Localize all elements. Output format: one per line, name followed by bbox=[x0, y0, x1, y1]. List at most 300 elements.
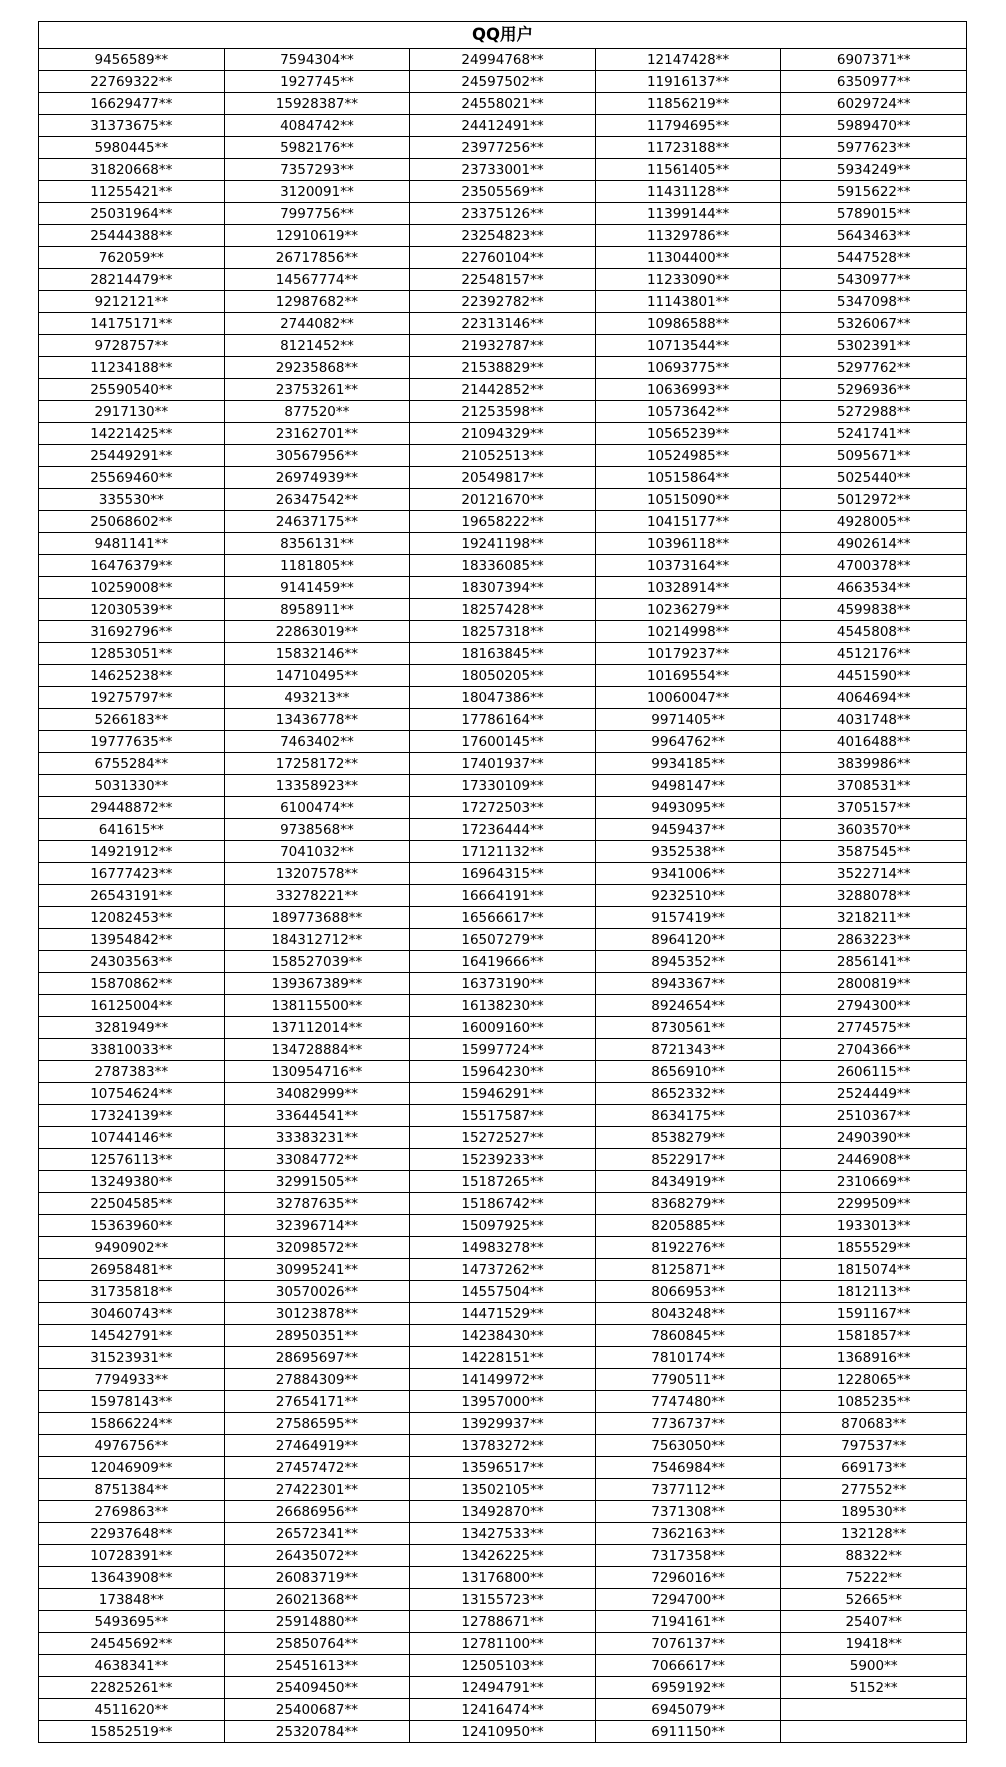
table-cell: 9498147** bbox=[595, 775, 781, 797]
table-cell: 1855529** bbox=[781, 1237, 967, 1259]
table-cell: 4451590** bbox=[781, 665, 967, 687]
table-cell: 32991505** bbox=[224, 1171, 410, 1193]
table-cell: 877520** bbox=[224, 401, 410, 423]
table-cell: 15978143** bbox=[39, 1391, 225, 1413]
table-cell: 22825261** bbox=[39, 1677, 225, 1699]
table-cell: 797537** bbox=[781, 1435, 967, 1457]
table-cell: 3839986** bbox=[781, 753, 967, 775]
table-cell: 2704366** bbox=[781, 1039, 967, 1061]
table-cell: 23162701** bbox=[224, 423, 410, 445]
table-cell: 11233090** bbox=[595, 269, 781, 291]
table-cell: 8066953** bbox=[595, 1281, 781, 1303]
table-row bbox=[39, 335, 967, 357]
table-row bbox=[39, 555, 967, 577]
table-cell: 17786164** bbox=[410, 709, 596, 731]
table-cell: 5980445** bbox=[39, 137, 225, 159]
table-cell: 2606115** bbox=[781, 1061, 967, 1083]
table-cell: 25444388** bbox=[39, 225, 225, 247]
qq-user-table bbox=[38, 21, 967, 1743]
table-cell: 14710495** bbox=[224, 665, 410, 687]
table-cell: 10169554** bbox=[595, 665, 781, 687]
table-row bbox=[39, 247, 967, 269]
table-cell: 15997724** bbox=[410, 1039, 596, 1061]
table-cell: 13929937** bbox=[410, 1413, 596, 1435]
table-cell: 12416474** bbox=[410, 1699, 596, 1721]
table-cell: 8751384** bbox=[39, 1479, 225, 1501]
table-title: QQ用户 bbox=[39, 22, 967, 49]
table-cell: 189773688** bbox=[224, 907, 410, 929]
table-cell: 25914880** bbox=[224, 1611, 410, 1633]
table-cell: 15272527** bbox=[410, 1127, 596, 1149]
table-cell: 335530** bbox=[39, 489, 225, 511]
table-cell: 669173** bbox=[781, 1457, 967, 1479]
table-cell: 29448872** bbox=[39, 797, 225, 819]
table-cell: 4663534** bbox=[781, 577, 967, 599]
table-cell: 9971405** bbox=[595, 709, 781, 731]
table-cell: 4545808** bbox=[781, 621, 967, 643]
table-cell: 5031330** bbox=[39, 775, 225, 797]
table-cell: 7317358** bbox=[595, 1545, 781, 1567]
table-cell: 27422301** bbox=[224, 1479, 410, 1501]
table-cell: 1812113** bbox=[781, 1281, 967, 1303]
table-cell: 14238430** bbox=[410, 1325, 596, 1347]
table-cell: 13502105** bbox=[410, 1479, 596, 1501]
table-cell: 30567956** bbox=[224, 445, 410, 467]
table-cell: 15097925** bbox=[410, 1215, 596, 1237]
table-cell: 7362163** bbox=[595, 1523, 781, 1545]
table-cell: 10415177** bbox=[595, 511, 781, 533]
table-cell: 870683** bbox=[781, 1413, 967, 1435]
table-row bbox=[39, 203, 967, 225]
table-cell: 5272988** bbox=[781, 401, 967, 423]
table-cell: 14983278** bbox=[410, 1237, 596, 1259]
table-cell: 9352538** bbox=[595, 841, 781, 863]
table-cell: 33383231** bbox=[224, 1127, 410, 1149]
table-cell: 25068602** bbox=[39, 511, 225, 533]
table-cell: 27884309** bbox=[224, 1369, 410, 1391]
table-row bbox=[39, 313, 967, 335]
table-row bbox=[39, 951, 967, 973]
table-cell: 26572341** bbox=[224, 1523, 410, 1545]
table-row bbox=[39, 1677, 967, 1699]
table-cell: 13207578** bbox=[224, 863, 410, 885]
table-cell: 7594304** bbox=[224, 49, 410, 71]
table-cell: 2299509** bbox=[781, 1193, 967, 1215]
table-row bbox=[39, 1479, 967, 1501]
table-cell: 12788671** bbox=[410, 1611, 596, 1633]
table-cell: 88322** bbox=[781, 1545, 967, 1567]
table-cell: 22313146** bbox=[410, 313, 596, 335]
table-cell: 22769322** bbox=[39, 71, 225, 93]
table-row bbox=[39, 269, 967, 291]
table-cell: 17258172** bbox=[224, 753, 410, 775]
table-cell: 3288078** bbox=[781, 885, 967, 907]
table-row bbox=[39, 1369, 967, 1391]
table-cell: 8964120** bbox=[595, 929, 781, 951]
table-cell: 28950351** bbox=[224, 1325, 410, 1347]
table-cell: 13643908** bbox=[39, 1567, 225, 1589]
table-cell: 3522714** bbox=[781, 863, 967, 885]
table-row bbox=[39, 1259, 967, 1281]
table-row bbox=[39, 621, 967, 643]
table-cell: 12410950** bbox=[410, 1721, 596, 1743]
table-row bbox=[39, 511, 967, 533]
table-cell: 10259008** bbox=[39, 577, 225, 599]
table-cell: 15852519** bbox=[39, 1721, 225, 1743]
table-cell: 9232510** bbox=[595, 885, 781, 907]
table-cell: 32787635** bbox=[224, 1193, 410, 1215]
table-cell: 12082453** bbox=[39, 907, 225, 929]
table-cell bbox=[781, 1721, 967, 1743]
table-cell: 9212121** bbox=[39, 291, 225, 313]
table-cell: 22548157** bbox=[410, 269, 596, 291]
table-cell: 14737262** bbox=[410, 1259, 596, 1281]
table-cell: 15363960** bbox=[39, 1215, 225, 1237]
table-cell: 2769863** bbox=[39, 1501, 225, 1523]
table-cell: 26347542** bbox=[224, 489, 410, 511]
table-cell: 8205885** bbox=[595, 1215, 781, 1237]
table-cell: 24558021** bbox=[410, 93, 596, 115]
table-row bbox=[39, 181, 967, 203]
table-cell: 26974939** bbox=[224, 467, 410, 489]
table-cell: 7736737** bbox=[595, 1413, 781, 1435]
table-cell: 9934185** bbox=[595, 753, 781, 775]
table-cell: 17272503** bbox=[410, 797, 596, 819]
table-cell: 4511620** bbox=[39, 1699, 225, 1721]
table-body bbox=[39, 49, 967, 1743]
table-cell: 29235868** bbox=[224, 357, 410, 379]
table-cell: 14567774** bbox=[224, 269, 410, 291]
table-cell: 14625238** bbox=[39, 665, 225, 687]
table-cell: 5447528** bbox=[781, 247, 967, 269]
table-row bbox=[39, 1655, 967, 1677]
table-cell: 15517587** bbox=[410, 1105, 596, 1127]
table-cell: 5152** bbox=[781, 1677, 967, 1699]
table-cell: 134728884** bbox=[224, 1039, 410, 1061]
table-cell: 12781100** bbox=[410, 1633, 596, 1655]
table-cell: 2856141** bbox=[781, 951, 967, 973]
table-cell: 13426225** bbox=[410, 1545, 596, 1567]
table-cell: 31735818** bbox=[39, 1281, 225, 1303]
table-row bbox=[39, 797, 967, 819]
table-cell: 24994768** bbox=[410, 49, 596, 71]
table-cell: 2446908** bbox=[781, 1149, 967, 1171]
table-cell: 14149972** bbox=[410, 1369, 596, 1391]
table-cell: 16629477** bbox=[39, 93, 225, 115]
table-cell: 6911150** bbox=[595, 1721, 781, 1743]
table-row bbox=[39, 1105, 967, 1127]
table-cell: 20121670** bbox=[410, 489, 596, 511]
table-row bbox=[39, 1413, 967, 1435]
table-cell: 27457472** bbox=[224, 1457, 410, 1479]
table-cell: 3587545** bbox=[781, 841, 967, 863]
table-row bbox=[39, 599, 967, 621]
table-row bbox=[39, 907, 967, 929]
table-cell: 15870862** bbox=[39, 973, 225, 995]
table-cell: 10396118** bbox=[595, 533, 781, 555]
table-cell: 9738568** bbox=[224, 819, 410, 841]
table-cell: 184312712** bbox=[224, 929, 410, 951]
table-row bbox=[39, 489, 967, 511]
table-cell: 16664191** bbox=[410, 885, 596, 907]
table-cell: 24303563** bbox=[39, 951, 225, 973]
table-cell: 15928387** bbox=[224, 93, 410, 115]
table-row bbox=[39, 753, 967, 775]
table-row bbox=[39, 643, 967, 665]
table-cell: 1581857** bbox=[781, 1325, 967, 1347]
table-row bbox=[39, 357, 967, 379]
table-cell: 16138230** bbox=[410, 995, 596, 1017]
table-cell: 2794300** bbox=[781, 995, 967, 1017]
table-cell: 13427533** bbox=[410, 1523, 596, 1545]
table-cell: 23977256** bbox=[410, 137, 596, 159]
table-cell: 21442852** bbox=[410, 379, 596, 401]
table-cell: 5982176** bbox=[224, 137, 410, 159]
table-cell: 9141459** bbox=[224, 577, 410, 599]
table-cell: 15964230** bbox=[410, 1061, 596, 1083]
table-cell: 6907371** bbox=[781, 49, 967, 71]
table-row bbox=[39, 1171, 967, 1193]
table-cell: 7997756** bbox=[224, 203, 410, 225]
table-cell: 10573642** bbox=[595, 401, 781, 423]
table-cell: 3705157** bbox=[781, 797, 967, 819]
table-cell: 8730561** bbox=[595, 1017, 781, 1039]
table-cell: 25569460** bbox=[39, 467, 225, 489]
table-cell: 5900** bbox=[781, 1655, 967, 1677]
table-cell: 75222** bbox=[781, 1567, 967, 1589]
table-cell: 4512176** bbox=[781, 643, 967, 665]
table-cell: 3708531** bbox=[781, 775, 967, 797]
table-cell: 641615** bbox=[39, 819, 225, 841]
table-cell: 19777635** bbox=[39, 731, 225, 753]
table-row bbox=[39, 687, 967, 709]
table-cell: 16507279** bbox=[410, 929, 596, 951]
table-cell: 9157419** bbox=[595, 907, 781, 929]
table-cell: 32396714** bbox=[224, 1215, 410, 1237]
table-cell: 31373675** bbox=[39, 115, 225, 137]
table-cell: 10214998** bbox=[595, 621, 781, 643]
table-cell: 6100474** bbox=[224, 797, 410, 819]
table-row bbox=[39, 1501, 967, 1523]
table-cell: 13783272** bbox=[410, 1435, 596, 1457]
table-cell: 12987682** bbox=[224, 291, 410, 313]
table-cell: 8656910** bbox=[595, 1061, 781, 1083]
table-cell: 4700378** bbox=[781, 555, 967, 577]
table-cell: 9728757** bbox=[39, 335, 225, 357]
table-cell: 10986588** bbox=[595, 313, 781, 335]
table-cell: 10713544** bbox=[595, 335, 781, 357]
table-cell: 33810033** bbox=[39, 1039, 225, 1061]
table-cell: 17324139** bbox=[39, 1105, 225, 1127]
table-cell: 12505103** bbox=[410, 1655, 596, 1677]
table-cell: 137112014** bbox=[224, 1017, 410, 1039]
table-cell: 4902614** bbox=[781, 533, 967, 555]
table-cell: 7563050** bbox=[595, 1435, 781, 1457]
table-cell: 3281949** bbox=[39, 1017, 225, 1039]
table-cell: 10565239** bbox=[595, 423, 781, 445]
table-cell: 22504585** bbox=[39, 1193, 225, 1215]
table-cell: 10524985** bbox=[595, 445, 781, 467]
table-cell: 8538279** bbox=[595, 1127, 781, 1149]
table-row bbox=[39, 1457, 967, 1479]
table-cell: 4031748** bbox=[781, 709, 967, 731]
table-row bbox=[39, 1083, 967, 1105]
table-cell: 33084772** bbox=[224, 1149, 410, 1171]
table-cell: 23505569** bbox=[410, 181, 596, 203]
table-row bbox=[39, 1325, 967, 1347]
table-cell: 8125871** bbox=[595, 1259, 781, 1281]
table-cell: 21094329** bbox=[410, 423, 596, 445]
table-cell: 30460743** bbox=[39, 1303, 225, 1325]
table-cell: 33644541** bbox=[224, 1105, 410, 1127]
table-cell: 21052513** bbox=[410, 445, 596, 467]
table-cell: 11329786** bbox=[595, 225, 781, 247]
table-cell: 7294700** bbox=[595, 1589, 781, 1611]
table-cell: 33278221** bbox=[224, 885, 410, 907]
table-cell: 138115500** bbox=[224, 995, 410, 1017]
table-cell: 14542791** bbox=[39, 1325, 225, 1347]
table-cell: 8356131** bbox=[224, 533, 410, 555]
table-row bbox=[39, 1281, 967, 1303]
table-cell: 13249380** bbox=[39, 1171, 225, 1193]
table-cell: 10060047** bbox=[595, 687, 781, 709]
table-cell: 7794933** bbox=[39, 1369, 225, 1391]
table-cell: 277552** bbox=[781, 1479, 967, 1501]
table-cell: 17330109** bbox=[410, 775, 596, 797]
table-cell: 12030539** bbox=[39, 599, 225, 621]
table-cell: 8721343** bbox=[595, 1039, 781, 1061]
table-row bbox=[39, 1061, 967, 1083]
table-cell: 5241741** bbox=[781, 423, 967, 445]
table-cell: 13358923** bbox=[224, 775, 410, 797]
table-cell: 23733001** bbox=[410, 159, 596, 181]
table-cell: 31692796** bbox=[39, 621, 225, 643]
table-cell: 15832146** bbox=[224, 643, 410, 665]
table-cell: 17121132** bbox=[410, 841, 596, 863]
table-row bbox=[39, 1699, 967, 1721]
table-cell: 16566617** bbox=[410, 907, 596, 929]
table-cell: 8652332** bbox=[595, 1083, 781, 1105]
table-cell: 19418** bbox=[781, 1633, 967, 1655]
table-cell: 5347098** bbox=[781, 291, 967, 313]
table-cell: 10754624** bbox=[39, 1083, 225, 1105]
table-cell: 21538829** bbox=[410, 357, 596, 379]
table-row bbox=[39, 665, 967, 687]
table-cell: 9964762** bbox=[595, 731, 781, 753]
table-cell: 1085235** bbox=[781, 1391, 967, 1413]
table-cell: 16419666** bbox=[410, 951, 596, 973]
table-row bbox=[39, 929, 967, 951]
table-row bbox=[39, 1721, 967, 1743]
table-cell: 18336085** bbox=[410, 555, 596, 577]
table-row bbox=[39, 731, 967, 753]
table-cell: 6959192** bbox=[595, 1677, 781, 1699]
table-cell: 5915622** bbox=[781, 181, 967, 203]
table-cell: 15946291** bbox=[410, 1083, 596, 1105]
table-cell: 10328914** bbox=[595, 577, 781, 599]
table-cell: 15187265** bbox=[410, 1171, 596, 1193]
table-cell: 12494791** bbox=[410, 1677, 596, 1699]
table-cell: 17600145** bbox=[410, 731, 596, 753]
table-cell: 17401937** bbox=[410, 753, 596, 775]
table-cell: 52665** bbox=[781, 1589, 967, 1611]
table-cell: 3603570** bbox=[781, 819, 967, 841]
table-cell: 14175171** bbox=[39, 313, 225, 335]
table-cell: 2800819** bbox=[781, 973, 967, 995]
table-cell: 13492870** bbox=[410, 1501, 596, 1523]
table-cell: 9481141** bbox=[39, 533, 225, 555]
table-cell: 7377112** bbox=[595, 1479, 781, 1501]
table-cell: 189530** bbox=[781, 1501, 967, 1523]
table-row bbox=[39, 1567, 967, 1589]
table-cell: 1228065** bbox=[781, 1369, 967, 1391]
table-cell: 20549817** bbox=[410, 467, 596, 489]
table-header-row bbox=[39, 22, 967, 49]
table-cell: 23375126** bbox=[410, 203, 596, 225]
table-row bbox=[39, 379, 967, 401]
table-cell: 25850764** bbox=[224, 1633, 410, 1655]
table-cell: 31523931** bbox=[39, 1347, 225, 1369]
table-row bbox=[39, 1523, 967, 1545]
table-cell: 14557504** bbox=[410, 1281, 596, 1303]
table-cell: 14221425** bbox=[39, 423, 225, 445]
table-cell: 2863223** bbox=[781, 929, 967, 951]
table-cell: 16964315** bbox=[410, 863, 596, 885]
table-cell: 25320784** bbox=[224, 1721, 410, 1743]
table-cell: 13436778** bbox=[224, 709, 410, 731]
table-cell: 132128** bbox=[781, 1523, 967, 1545]
table-cell: 26686956** bbox=[224, 1501, 410, 1523]
table-cell: 12853051** bbox=[39, 643, 225, 665]
table-cell: 19275797** bbox=[39, 687, 225, 709]
table-cell: 13155723** bbox=[410, 1589, 596, 1611]
table-cell: 10236279** bbox=[595, 599, 781, 621]
table-cell: 26543191** bbox=[39, 885, 225, 907]
table-cell: 5296936** bbox=[781, 379, 967, 401]
table-cell: 13957000** bbox=[410, 1391, 596, 1413]
table-cell: 1815074** bbox=[781, 1259, 967, 1281]
table-cell: 27654171** bbox=[224, 1391, 410, 1413]
table-cell: 2510367** bbox=[781, 1105, 967, 1127]
table-cell: 5095671** bbox=[781, 445, 967, 467]
table-cell: 32098572** bbox=[224, 1237, 410, 1259]
table-cell: 5302391** bbox=[781, 335, 967, 357]
table-cell: 24597502** bbox=[410, 71, 596, 93]
table-cell: 10515864** bbox=[595, 467, 781, 489]
table-cell: 16777423** bbox=[39, 863, 225, 885]
table-row bbox=[39, 159, 967, 181]
table-cell: 21253598** bbox=[410, 401, 596, 423]
table-row bbox=[39, 709, 967, 731]
table-cell: 6945079** bbox=[595, 1699, 781, 1721]
table-cell: 5934249** bbox=[781, 159, 967, 181]
table-cell: 22937648** bbox=[39, 1523, 225, 1545]
table-row bbox=[39, 93, 967, 115]
table-row bbox=[39, 291, 967, 313]
table-cell: 15186742** bbox=[410, 1193, 596, 1215]
table-cell: 19241198** bbox=[410, 533, 596, 555]
table-cell: 11399144** bbox=[595, 203, 781, 225]
table-row bbox=[39, 225, 967, 247]
table-row bbox=[39, 1193, 967, 1215]
table-row bbox=[39, 841, 967, 863]
table-cell: 22760104** bbox=[410, 247, 596, 269]
table-row bbox=[39, 49, 967, 71]
table-cell bbox=[781, 1699, 967, 1721]
table-cell: 34082999** bbox=[224, 1083, 410, 1105]
table-cell: 7546984** bbox=[595, 1457, 781, 1479]
table-cell: 26435072** bbox=[224, 1545, 410, 1567]
